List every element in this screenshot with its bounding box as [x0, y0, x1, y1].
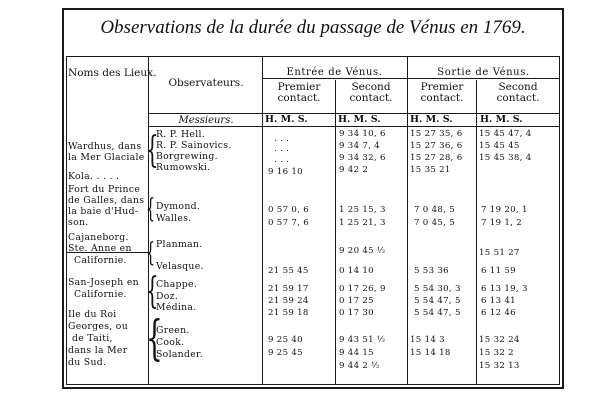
time-cell: 15 14 3: [410, 335, 445, 345]
time-cell: 0 14 10: [339, 266, 374, 276]
time-cell: 15 35 21: [410, 165, 451, 175]
observer-name: Borgrewing.: [156, 151, 218, 162]
place-line: Californie.: [74, 255, 127, 266]
time-cell: 1 25 21, 3: [339, 218, 386, 228]
header-sortie-second: Second contact.: [496, 81, 540, 104]
place-line: la Mer Glaciale: [68, 152, 145, 163]
header-sortie-premier: Premier contact.: [420, 81, 464, 104]
time-cell: 9 44 2 ½: [339, 361, 380, 371]
rule-h-entree-sortie: [263, 78, 559, 79]
header-messieurs: Messieurs.: [178, 115, 234, 126]
table-title: Observations de la durée du passage de Vénus en 1769.: [100, 17, 526, 38]
place-line: Wardhus, dans: [68, 141, 142, 152]
time-cell: 5 54 47, 5: [414, 308, 461, 318]
time-cell: 9 34 7, 4: [339, 141, 380, 151]
observer-name: R. P. Sainovics.: [156, 140, 232, 151]
time-cell: 15 45 45: [479, 141, 520, 151]
rule-h-header-bottom: [148, 126, 559, 127]
unit-entree-second: H. M. S.: [338, 114, 381, 125]
time-cell: 0 57 7, 6: [268, 218, 309, 228]
time-cell: 15 45 38, 4: [479, 153, 532, 163]
header-observateurs: Observateurs.: [168, 77, 244, 89]
time-cell: 6 13 41: [481, 296, 516, 306]
place-line: dans la Mer: [68, 345, 128, 356]
time-cell: 21 59 17: [268, 284, 309, 294]
observer-name: Rumowski.: [156, 162, 211, 173]
unit-sortie-premier: H. M. S.: [410, 114, 453, 125]
place-line: San-Joseph en: [68, 277, 139, 288]
observer-name: Doz.: [156, 291, 179, 302]
observer-name: Chappe.: [156, 279, 198, 290]
observer-name: Médina.: [156, 302, 197, 313]
observer-name: Planman.: [156, 239, 203, 250]
place-line: Californie.: [74, 289, 127, 300]
time-cell: . . .: [274, 155, 290, 165]
time-cell: 9 44 15: [339, 348, 374, 358]
time-cell: 15 32 13: [479, 361, 520, 371]
time-cell: . . .: [274, 144, 290, 154]
place-line: son.: [68, 217, 89, 228]
header-lieux: Noms des Lieux.: [68, 67, 157, 79]
header-entree-second: Second contact.: [349, 81, 393, 104]
time-cell: 21 55 45: [268, 266, 309, 276]
place-line: Fort du Prince: [68, 184, 141, 195]
time-cell: 0 17 25: [339, 296, 374, 306]
time-cell: 9 20 45 ½: [339, 246, 386, 256]
time-cell: 15 51 27: [479, 248, 520, 258]
time-cell: 0 17 26, 9: [339, 284, 386, 294]
time-cell: 15 32 2: [479, 348, 514, 358]
place-line: Kola. . . . .: [68, 171, 120, 182]
observer-name: Green.: [156, 325, 190, 336]
time-cell: 9 34 10, 6: [339, 129, 386, 139]
place-line: Cajaneborg.: [68, 232, 129, 243]
unit-sortie-second: H. M. S.: [480, 114, 523, 125]
brace-glyph: {: [146, 271, 159, 312]
observer-name: Solander.: [156, 349, 204, 360]
time-cell: 15 27 28, 6: [410, 153, 463, 163]
time-cell: 7 0 48, 5: [414, 205, 455, 215]
time-cell: 6 12 46: [481, 308, 516, 318]
brace-glyph: {: [146, 238, 156, 268]
place-line: Georges, ou: [68, 321, 128, 332]
unit-entree-premier: H. M. S.: [265, 114, 308, 125]
place-line: la baie d'Hud-: [68, 206, 139, 217]
brace-glyph: {: [146, 310, 163, 366]
brace-glyph: {: [146, 194, 156, 224]
time-cell: 15 14 18: [410, 348, 451, 358]
time-cell: 5 53 36: [414, 266, 449, 276]
time-cell: 15 45 47, 4: [479, 129, 532, 139]
time-cell: 5 54 30, 3: [414, 284, 461, 294]
time-cell: 0 57 0, 6: [268, 205, 309, 215]
time-cell: . . .: [274, 134, 290, 144]
time-cell: 15 27 35, 6: [410, 129, 463, 139]
time-cell: 1 25 15, 3: [339, 205, 386, 215]
rule-v-observers: [262, 57, 263, 384]
time-cell: 9 34 32, 6: [339, 153, 386, 163]
time-cell: 21 59 24: [268, 296, 309, 306]
time-cell: 9 43 51 ½: [339, 335, 386, 345]
header-sortie: Sortie de Vénus.: [437, 67, 530, 78]
header-entree: Entrée de Vénus.: [286, 67, 383, 78]
observer-name: Velasque.: [156, 261, 204, 272]
time-cell: 21 59 18: [268, 308, 309, 318]
time-cell: 7 19 1, 2: [481, 218, 522, 228]
time-cell: 15 32 24: [479, 335, 520, 345]
time-cell: 9 42 2: [339, 165, 369, 175]
observer-name: Cook.: [156, 337, 185, 348]
observer-name: Dymond.: [156, 201, 201, 212]
rule-v-entree-sortie: [407, 57, 408, 384]
time-cell: 7 0 45, 5: [414, 218, 455, 228]
header-entree-premier: Premier contact.: [277, 81, 321, 104]
time-cell: 9 25 40: [268, 335, 303, 345]
time-cell: 9 16 10: [268, 167, 303, 177]
time-cell: 9 25 45: [268, 348, 303, 358]
place-line: de Taiti,: [72, 333, 113, 344]
place-line: Ste. Anne en: [68, 243, 132, 254]
time-cell: 0 17 30: [339, 308, 374, 318]
time-cell: 6 13 19, 3: [481, 284, 528, 294]
place-line: du Sud.: [68, 357, 107, 368]
time-cell: 7 19 20, 1: [481, 205, 528, 215]
time-cell: 6 11 59: [481, 266, 516, 276]
brace-glyph: {: [146, 130, 159, 171]
time-cell: 5 54 47, 5: [414, 296, 461, 306]
place-line: Ile du Roi: [68, 309, 117, 320]
time-cell: 15 27 36, 6: [410, 141, 463, 151]
observer-name: Walles.: [156, 213, 192, 224]
place-line: de Galles, dans: [68, 195, 145, 206]
observer-name: R. P. Hell.: [156, 129, 206, 140]
